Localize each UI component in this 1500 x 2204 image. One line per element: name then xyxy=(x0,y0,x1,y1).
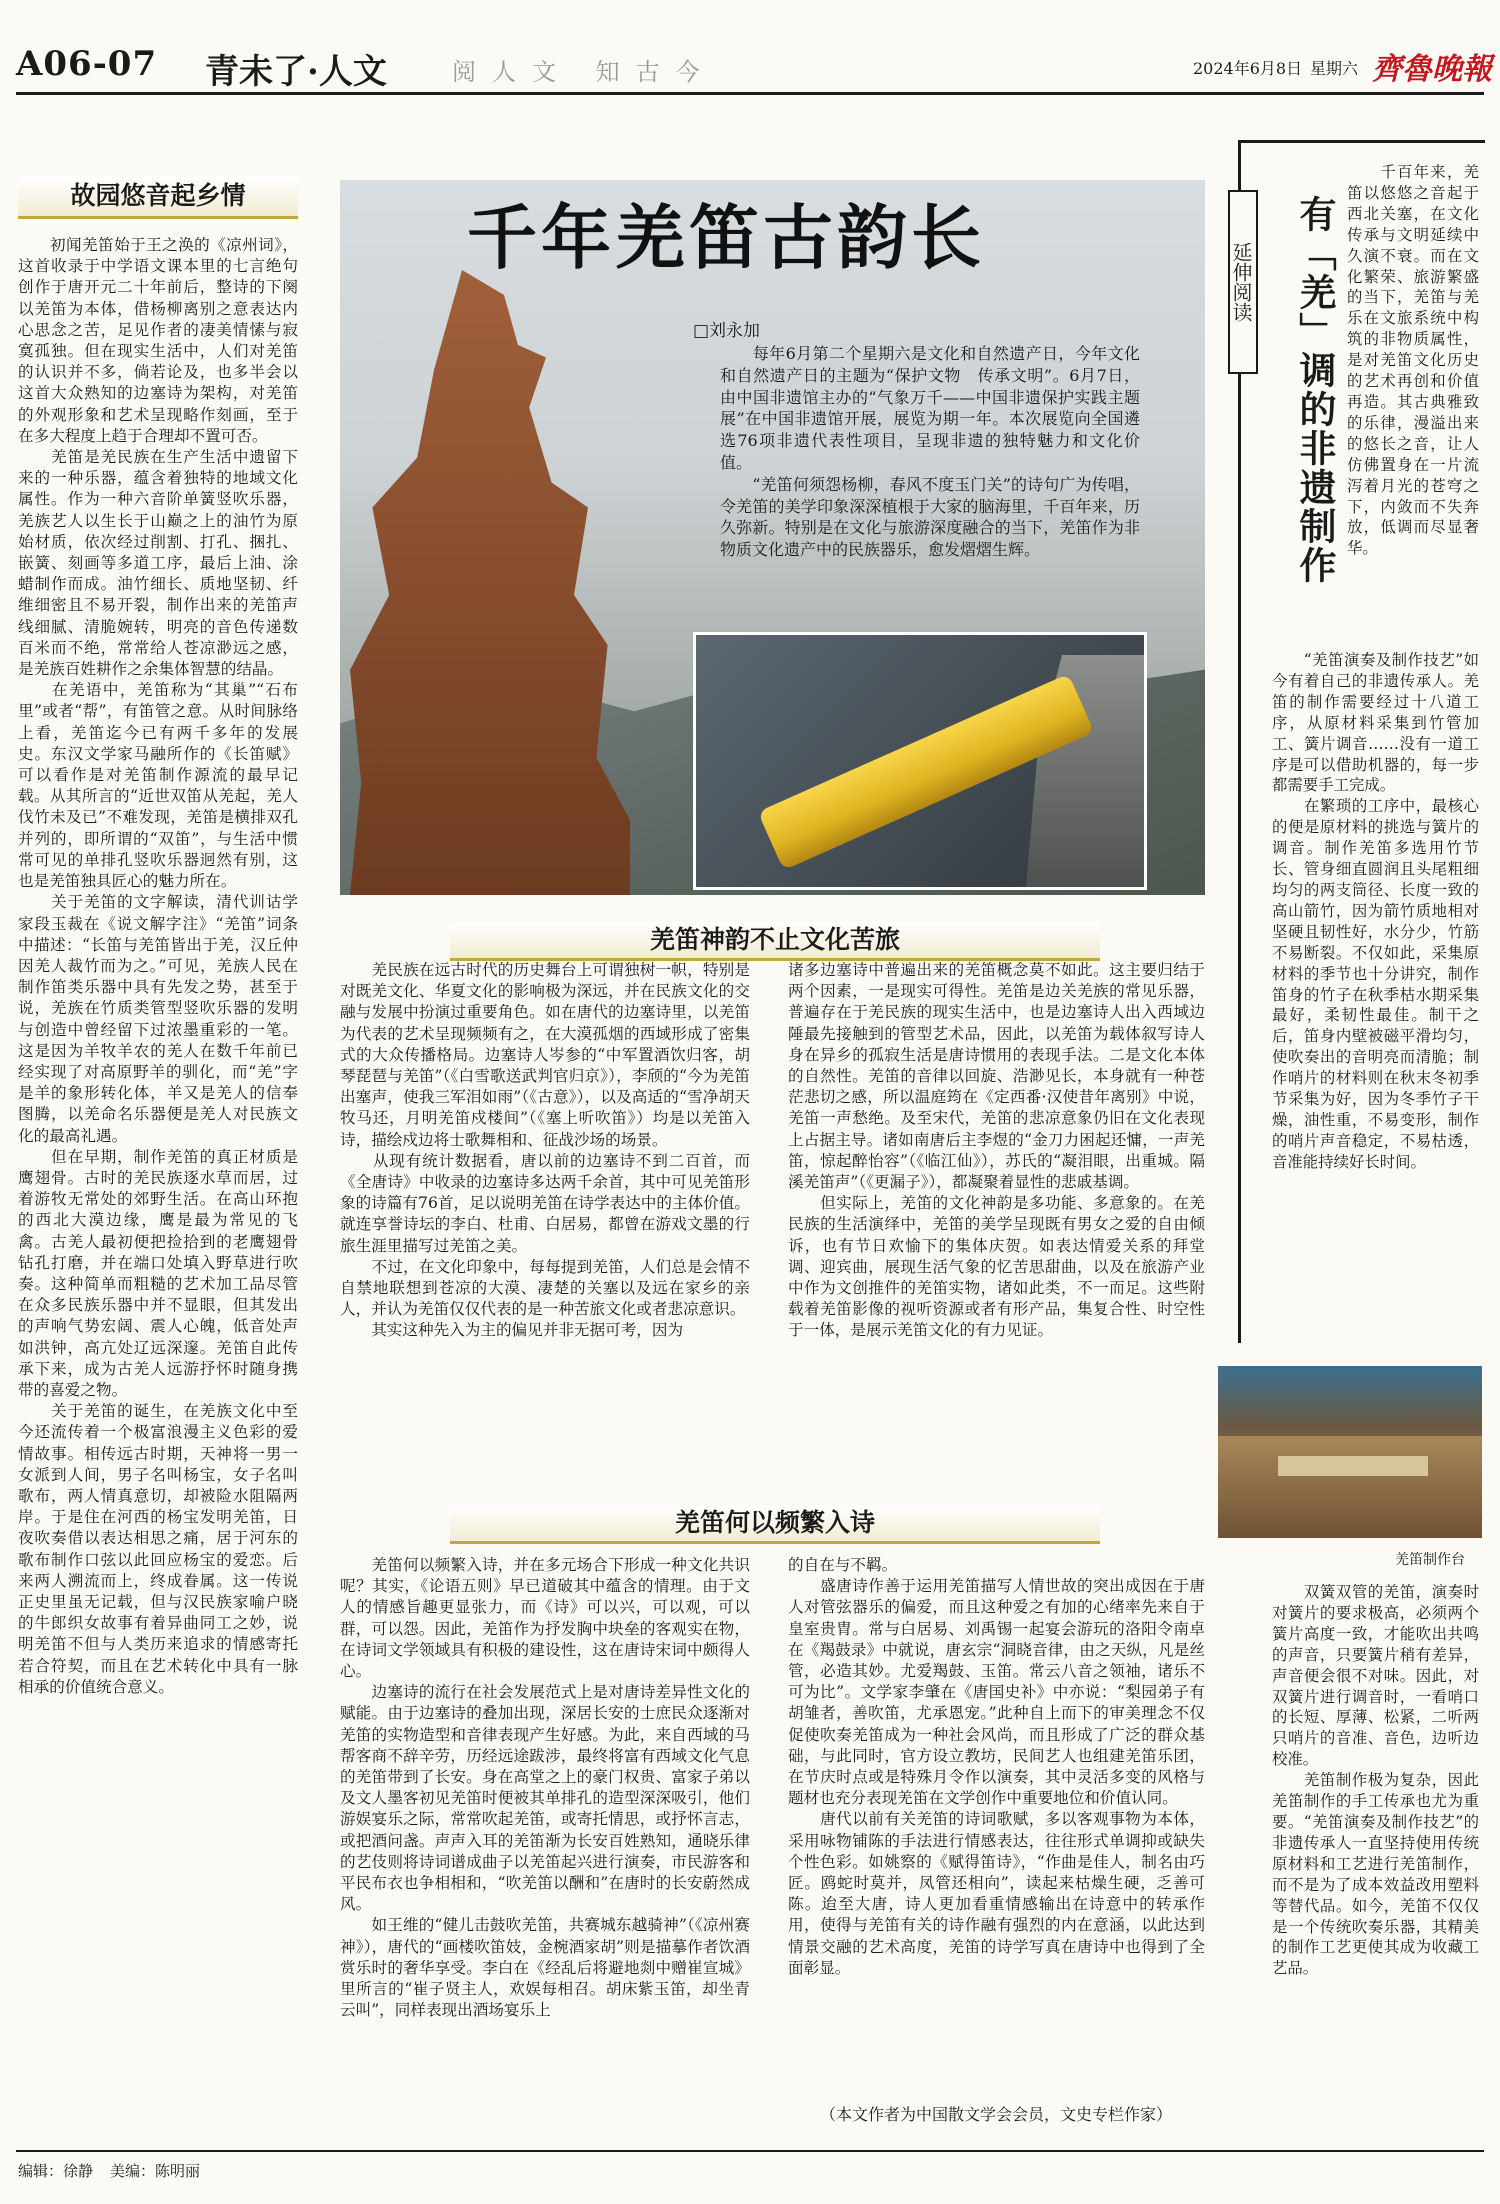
left-column-title: 故园悠音起乡情 xyxy=(18,176,298,219)
footer-designer: 美编：陈明丽 xyxy=(110,2162,201,2180)
left-column-body: 初闻羌笛始于王之涣的《凉州词》，这首收录于中学语文课本里的七言绝句创作于唐开元二十年前后，整诗的下阕以羌笛为本体，借杨柳离别之意表达内心思念之苦，足见作者的凄美情愫与寂寞孤独。但在现实生活中，人们对羌笛的认识并不多，倘若论及，也多半会以这首大众熟知的边塞诗为架构，对羌笛的外观形象和艺术呈现略作刻画，至于在多大程度上趋于合理却不置可否。 羌笛是羌民族在生产生活中遗留下来的一种乐器，蕴含着独特的地域文化属性。作为一种六音阶单簧竖吹乐器，羌族艺人以生长于山巅之上的油竹为原始材质，依次经过削割、打孔、捆扎、嵌簧、刻画等多道工序，最后上油、涂蜡制作而成。油竹细长、质地坚韧、纤维细密且不易开裂，制作出来的羌笛声线细腻、清脆婉转，明亮的音色传递数百米而不绝，常常给人苍凉渺远之感，是羌族百姓耕作之余集体智慧的结晶。 在羌语中，羌笛称为“其巢”“石布里”或者“帮”，有笛管之意。从时间脉络上看，羌笛迄今已有两千多年的发展史。东汉文学家马融所作的《长笛赋》可以看作是对羌笛制作源流的最早记载。从其所言的“近世双笛从羌起，羌人伐竹未及已”不难发现，羌笛是横排双孔并列的，即所谓的“双笛”，与生活中惯常可见的单排孔竖吹乐器迥然有别，这也是羌笛独具匠心的魅力所在。 关于羌笛的文字解读，清代训诂学家段玉裁在《说文解字注》“羌笛”词条中描述：“长笛与羌笛皆出于羌，汉丘仲因羌人裁竹而为之。”可见，羌族人民在制作笛类乐器中具有先发之势，甚至于说，羌族在竹质类管型竖吹乐器的发明与创造中曾经留下过浓墨重彩的一笔。这是因为羊牧羊农的羌人在数千年前已经实现了对高原野羊的驯化，而“羌”字是羊的象形转化体，羊又是羌人的信奉图腾，以羌命名乐器便是羌人对民族文化的最高礼遇。 但在早期，制作羌笛的真正材质是鹰翅骨。古时的羌民族逐水草而居，过着游牧无常处的郊野生活。在高山环抱的西北大漠边缘，鹰是最为常见的飞禽。古羌人最初便把捡拾到的老鹰翅骨钻孔打磨，并在端口处填入野草进行吹奏。这种简单而粗糙的艺术加工品尽管在众多民族乐器中并不显眼，但其发出的声响气势宏阔、震人心魄，低音处声如洪钟，高亢处辽远深邃。羌笛自此传承下来，成为古羌人远游抒怀时随身携带的喜爱之物。 关于羌笛的诞生，在羌族文化中至今还流传着一个极富浪漫主义色彩的爱情故事。相传远古时期，天神将一男一女派到人间，男子名叫杨宝，女子名叫歌布，两人情真意切，却被险水阻隔两岸。于是住在河西的杨宝发明羌笛，日夜吹奏借以表达相思之痛，居于河东的歌布制作口弦以此回应杨宝的爱恋。后来两人溯流而上，终成眷属。这一传说正史里虽无记载，但与汉民族家喻户晓的牛郎织女故事有着异曲同工之妙，说明羌笛不但与人类历来追求的情感寄托若合符契，而且在艺术转化中具有一脉相承的价值统合意义。 xyxy=(18,236,298,1696)
sidebar-title: 有「羌」调的非遗制作 xyxy=(1293,195,1337,585)
newspaper-logo: 齊魯晚報 xyxy=(1372,52,1492,87)
section3-column-1: 羌笛何以频繁入诗，并在多元场合下形成一种文化共识呢？其实，《论语五则》早已道破其中蕴含的情理。由于文人的情感旨趣更显张力，而《诗》可以兴，可以观，可以群，可以怨。因此，羌笛作为抒发胸中块垒的客观实在物，在诗词文学领域具有积极的建设性，这在唐诗宋词中颇得人心。 边塞诗的流行在社会发展范式上是对唐诗差异性文化的赋能。由于边塞诗的叠加出现，深居长安的士庶民众逐渐对羌笛的实物造型和音律表现产生好感。为此，来自西域的马帮客商不辞辛劳，历经远途跋涉，最终将富有西域文化气息的羌笛带到了长安。身在高堂之上的豪门权贵、富家子弟以及文人墨客初见羌笛时便被其单排孔的造型深深吸引，他们游娱宴乐之际，常常吹起羌笛，或寄托情思，或抒怀言志，或把酒问盏。声声入耳的羌笛渐为长安百姓熟知，通晓乐律的艺伎则将诗词谱成曲子以羌笛起兴进行演奏，市民游客和平民布衣也争相相和，“吹羌笛以酬和”在唐时的长安蔚然成风。 如王维的“健儿击鼓吹羌笛，共赛城东越骑神”（《凉州赛神》），唐代的“画楼吹笛妓，金椀酒家胡”则是描摹作者饮酒赏乐时的奢华享受。李白在《经乱后将避地剡中赠崔宣城》里所言的“崔子贤主人，欢娱每相召。胡床紫玉笛，却坐青云叫”，同样表现出酒场宴乐上 xyxy=(340,1556,750,2020)
sidebar-closing: 双簧双管的羌笛，演奏时对簧片的要求极高，必须两个簧片高度一致，才能吹出共鸣的声音，只要簧片稍有差异，声音便会很不对味。因此，对双簧片进行调音时，一看哨口的长短、厚薄、松紧，二听两只哨片的音准、音色，边听边校准。 羌笛制作极为复杂，因此羌笛制作的手工传承也尤为重要。“羌笛演奏及制作技艺”的非遗传承人一直坚持使用传统原材料和工艺进行羌笛制作，而不是为了成本效益改用塑料等替代品。如今，羌笛不仅仅是一个传统吹奏乐器，其精美的制作工艺更使其成为收藏工艺品。 xyxy=(1272,1583,1479,1978)
issue-date: 2024年6月8日 xyxy=(1193,59,1303,78)
table-shape xyxy=(1218,1436,1482,1538)
article-intro: 每年6月第二个星期六是文化和自然遗产日，今年文化和自然遗产日的主题为“保护文物 传承文明”。6月7日，由中国非遗馆主办的“气象万千——中国非遗保护实践主题展”在中国非遗馆开展，展览为期一年。本次展览向全国遴选76项非遗代表性项目，呈现非遗的独特魅力和文化价值。 “羌笛何须怨杨柳，春风不度玉门关”的诗句广为传唱，令羌笛的美学印象深深植根于大家的脑海里，千百年来，历久弥新。特别是在文化与旅游深度融合的当下，羌笛作为非物质文化遗产中的民族器乐，愈发熠熠生辉。 xyxy=(720,344,1140,560)
workbench-photo xyxy=(1218,1366,1482,1538)
section-tagline: 阅人文 知古今 xyxy=(452,58,716,86)
article-byline: □刘永加 xyxy=(693,321,761,341)
section-name: 青未了·人文 xyxy=(205,52,387,92)
section3-column-2: 的自在与不羁。 盛唐诗作善于运用羌笛描写人情世故的突出成因在于唐人对管弦器乐的偏爱，而且这种爱之有加的心绪率先来自于皇室贵胄。常与白居易、刘禹锡一起宴会游玩的洛阳令南卓在《羯鼓录》中就说，唐玄宗“洞晓音律，由之天纵，凡是丝管，必造其妙。尤爱羯鼓、玉笛。常云八音之领袖，诸乐不可为比”。文学家李肇在《唐国史补》中亦说：“梨园弟子有胡雏者，善吹笛，尤承恩宠。”此种自上而下的审美理念不仅促使吹奏羌笛成为一种社会风尚，而且形成了广泛的群众基础，与此同时，官方设立教坊，民间艺人也组建羌笛乐团，在节庆时点或是特殊月令作以演奏，其中灵活多变的风格与题材也充分表现羌笛在文学创作中重要地位和价值认同。 唐代以前有关羌笛的诗词歌赋，多以客观事物为本体，采用咏物铺陈的手法进行情感表达，往往形式单调抑或缺失个性色彩。如姚察的《赋得笛诗》，“作曲是佳人，制名由巧匠。鸥蛇时莫并，凤管还相向”，读起来枯燥生硬，乏善可陈。迨至大唐，诗人更加看重情感输出在诗意中的转承作用，使得与羌笛有关的诗作融有强烈的内在意涵，以此达到情景交融的艺术高度，羌笛的诗学写真在唐诗中也得到了全面彰显。 xyxy=(788,1556,1205,1977)
statue-shape xyxy=(350,270,630,895)
footer-editor: 编辑：徐静 xyxy=(18,2162,94,2180)
page-number: A06-07 xyxy=(16,44,158,84)
section2-column-2: 诸多边塞诗中普遍出来的羌笛概念莫不如此。这主要归结于两个因素，一是现实可得性。羌笛是边关羌族的常见乐器，普遍存在于羌民族的现实生活中，也是边塞诗人出入西域边陲最先接触到的管型艺术品，因此，以羌笛为载体叙写诗人身在异乡的孤寂生活是唐诗惯用的表现手法。二是文化本体的自然性。羌笛的音律以回旋、浩渺见长，本身就有一种苍茫悲切之感，所以温庭筠在《定西番·汉使昔年离别》中说，羌笛一声愁绝。及至宋代，羌笛的悲凉意象仍旧在文化表现上占据主导。诸如南唐后主李煜的“金刀力困起还慵，一声羌笛，惊起醉怡容”（《临江仙》），苏氏的“凝泪眼，出重城。隔溪羌笛声”（《更漏子》），都凝聚着显性的悲戚基调。 但实际上，羌笛的文化神韵是多功能、多意象的。在羌民族的生活演绎中，羌笛的美学呈现既有男女之爱的自由倾诉，也有节日欢愉下的集体庆贺。如表达情爱关系的拜堂调、迎宾曲，展现生活气象的忆苦思甜曲，以及在旅游产业中作为文创推件的羌笛实物，诸如此类，不一而足。这些附载着羌笛影像的视听资源或者有形产品，集复合性、时空性于一体，是展示羌笛文化的有力见证。 xyxy=(788,961,1205,1340)
sidebar-body: “羌笛演奏及制作技艺”如今有着自己的非遗传承人。羌笛的制作需要经过十八道工序，从原材料采集到竹管加工、簧片调音……没有一道工序是可以借助机器的，每一步都需要手工完成。 在繁琐的工序中，最核心的便是原材料的挑选与簧片的调音。制作羌笛多选用竹节长、管身细直圆润且头尾粗细均匀的两支筒径、长度一致的高山箭竹，因为箭竹质地相对坚硬且韧性好，水分少，竹筋不易断裂。不仅如此，采集原材料的季节也十分讲究，制作笛身的竹子在秋季枯水期采集最好，柔韧性最佳。制干之后，笛身内壁被磁平滑均匀，使吹奏出的音明亮而清脆；制作哨片的材料则在秋末冬初季节采集为好，因为冬季竹子干燥，油性重，不易变形，制作的哨片声音稳定，不易枯透，音准能持续好长时间。 xyxy=(1272,651,1479,1171)
article-headline: 千年羌笛古韵长 xyxy=(467,196,985,279)
section-heading-3: 羌笛何以频繁入诗 xyxy=(450,1505,1100,1544)
author-note: （本文作者为中国散文学会会员，文史专栏作家） xyxy=(820,2105,1173,2124)
issue-weekday: 星期六 xyxy=(1310,59,1359,78)
qiang-flute-photo xyxy=(693,632,1147,890)
photo-caption: 羌笛制作台 xyxy=(1395,1552,1465,1568)
section2-column-1: 羌民族在远古时代的历史舞台上可谓独树一帜，特别是对既羌文化、华夏文化的影响极为深远，并在民族文化的交融与发展中扮演过重要角色。如在唐代的边塞诗里，以羌笛为代表的艺术呈现频频有之，在大漠孤烟的西域形成了密集式的大众传播格局。边塞诗人岑参的“中军置酒饮归客，胡琴琵琶与羌笛”（《白雪歌送武判官归京》），李颀的“今为羌笛出塞声，使我三军泪如雨”（《古意》），以及高适的“雪净胡天牧马还，月明羌笛戍楼间”（《塞上听吹笛》）均是以羌笛入诗，描绘戍边将士歌舞相和、征战沙场的场景。 从现有统计数据看，唐以前的边塞诗不到二百首，而《全唐诗》中收录的边塞诗多达两千余首，其中可见羌笛形象的诗篇有76首，足以说明羌笛在诗学表达中的主体价值。就连享誉诗坛的李白、杜甫、白居易，都曾在游戏文墨的行旅生涯里描写过羌笛之美。 不过，在文化印象中，每每提到羌笛，人们总是会情不自禁地联想到苍凉的大漠、凄楚的关塞以及远在家乡的亲人，并认为羌笛仅仅代表的是一种苦旅文化或者悲凉意识。 其实这种先入为主的偏见并非无据可考，因为 xyxy=(340,961,750,1340)
section-heading-2: 羌笛神韵不止文化苦旅 xyxy=(450,922,1100,961)
sidebar-label: 延伸阅读 xyxy=(1228,190,1258,374)
footer-rule xyxy=(16,2150,1484,2152)
tool-shape xyxy=(1278,1456,1428,1476)
sidebar-intro: 千百年来，羌笛以悠悠之音起于西北关塞，在文化传承与文明延续中久演不衰。而在文化繁荣、旅游繁盛的当下，羌笛与羌乐在文旅系统中构筑的非物质属性，是对羌笛文化历史的艺术再创和价值再造。其古典雅致的乐律，漫溢出来的悠长之音，让人仿佛置身在一片流泻着月光的苍穹之下，内敛而不失奔放，低调而尽显奢华。 xyxy=(1347,163,1479,558)
